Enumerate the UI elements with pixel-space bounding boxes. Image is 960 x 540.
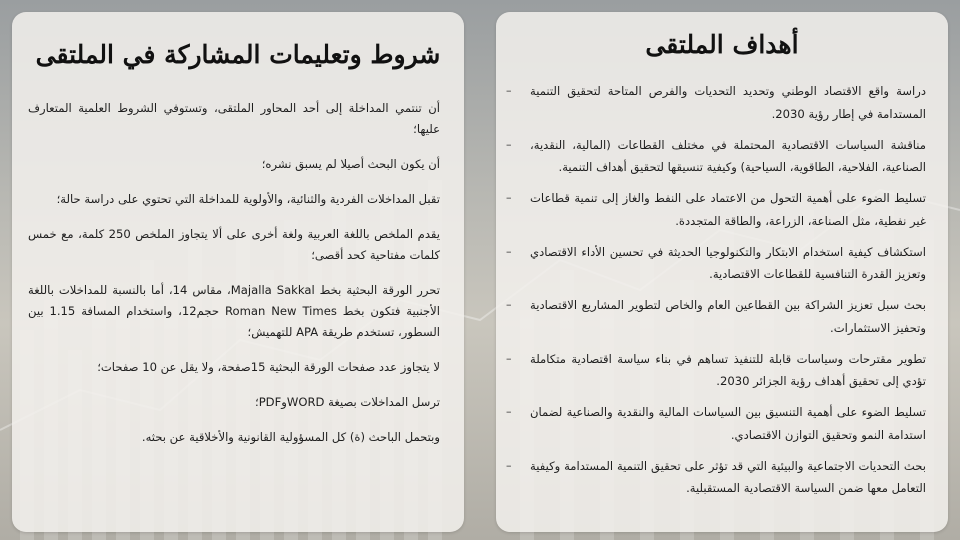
objective-item: – دراسة واقع الاقتصاد الوطني وتحديد التحديات والفرص المتاحة لتحقيق التنمية المستدامة في إطار رؤية 2030. xyxy=(530,80,926,125)
condition-item: أن تنتمي المداخلة إلى أحد المحاور الملتقى، وتستوفي الشروط العلمية المتعارف عليها؛ xyxy=(28,101,440,136)
condition-item: لا يتجاوز عدد صفحات الورقة البحثية 15صفحة، ولا يقل عن 10 صفحات؛ xyxy=(97,360,440,374)
dash-bullet-icon: – xyxy=(506,137,512,151)
condition-item: أن يكون البحث أصيلا لم يسبق نشره؛ xyxy=(261,157,440,171)
objective-item: – تسليط الضوء على أهمية التحول من الاعتماد على النفط والغاز إلى تنمية قطاعات غير نفطية، مثل الصناعة، الزراعة، والطاقة المتجددة. xyxy=(530,187,926,232)
objectives-panel xyxy=(496,12,948,532)
objectives-list xyxy=(496,80,948,500)
conditions-list xyxy=(12,98,464,448)
objective-item: – مناقشة السياسات الاقتصادية المحتملة في مختلف القطاعات (المالية، النقدية، الصناعية، الفلاحية، الطاقوية، السياحية) وكيفية تنسيقها لتحقيق أهداف التنمية. xyxy=(530,134,926,179)
dash-bullet-icon: – xyxy=(506,244,512,258)
dash-bullet-icon: – xyxy=(506,84,512,97)
condition-item: تقبل المداخلات الفردية والثنائية، والأولوية للمداخلة التي تحتوي على دراسة حالة؛ xyxy=(56,192,440,206)
dash-bullet-icon: – xyxy=(506,298,512,311)
objective-item: – بحث التحديات الاجتماعية والبيئية التي قد تؤثر على تحقيق التنمية المستدامة وكيفية التعامل معها ضمن السياسة الاقتصادية المستقبلية. xyxy=(530,455,926,500)
conditions-panel xyxy=(12,12,464,532)
objectives-title: أهداف الملتقى xyxy=(645,30,799,59)
dash-bullet-icon: – xyxy=(506,405,512,418)
objective-item: – تسليط الضوء على أهمية التنسيق بين السياسات المالية والنقدية والصناعية لضمان استدامة النمو وتحقيق التوازن الاقتصادي. xyxy=(530,401,926,446)
condition-item: تحرر الورقة البحثية بخط Majalla Sakkal، مقاس 14، أما بالنسبة للمداخلات باللغة الأجنبية فتكون بخط Roman New Times حجم12، واستخدام المسافة 1.15 بين السطور، تستخدم طريقة APA للتهميش؛ xyxy=(28,283,440,339)
dash-bullet-icon: – xyxy=(506,351,512,365)
condition-item: يقدم الملخص باللغة العربية ولغة أخرى على ألا يتجاوز الملخص 250 كلمة، مع خمس كلمات مفتاحية كحد أقصى؛ xyxy=(28,227,440,262)
objective-item: – استكشاف كيفية استخدام الابتكار والتكنولوجيا الحديثة في تحسين الأداء الاقتصادي وتعزيز القدرة التنافسية للقطاعات الاقتصادية. xyxy=(530,241,926,286)
condition-item: ترسل المداخلات بصيغة WORDوPDF؛ xyxy=(255,395,440,409)
conditions-title: شروط وتعليمات المشاركة في الملتقى xyxy=(35,40,441,69)
objective-item: – بحث سبل تعزيز الشراكة بين القطاعين العام والخاص لتطوير المشاريع الاقتصادية وتحفيز الاستثمارات. xyxy=(530,294,926,339)
condition-item: وبتحمل الباحث (ة) كل المسؤولية القانونية والأخلاقية عن بحثه. xyxy=(141,430,440,444)
objective-item: – تطوير مقترحات وسياسات قابلة للتنفيذ تساهم في بناء سياسة اقتصادية متكاملة تؤدي إلى تحقيق أهداف رؤية الجزائر 2030. xyxy=(530,348,926,393)
dash-bullet-icon: – xyxy=(506,191,512,204)
dash-bullet-icon: – xyxy=(506,458,512,472)
